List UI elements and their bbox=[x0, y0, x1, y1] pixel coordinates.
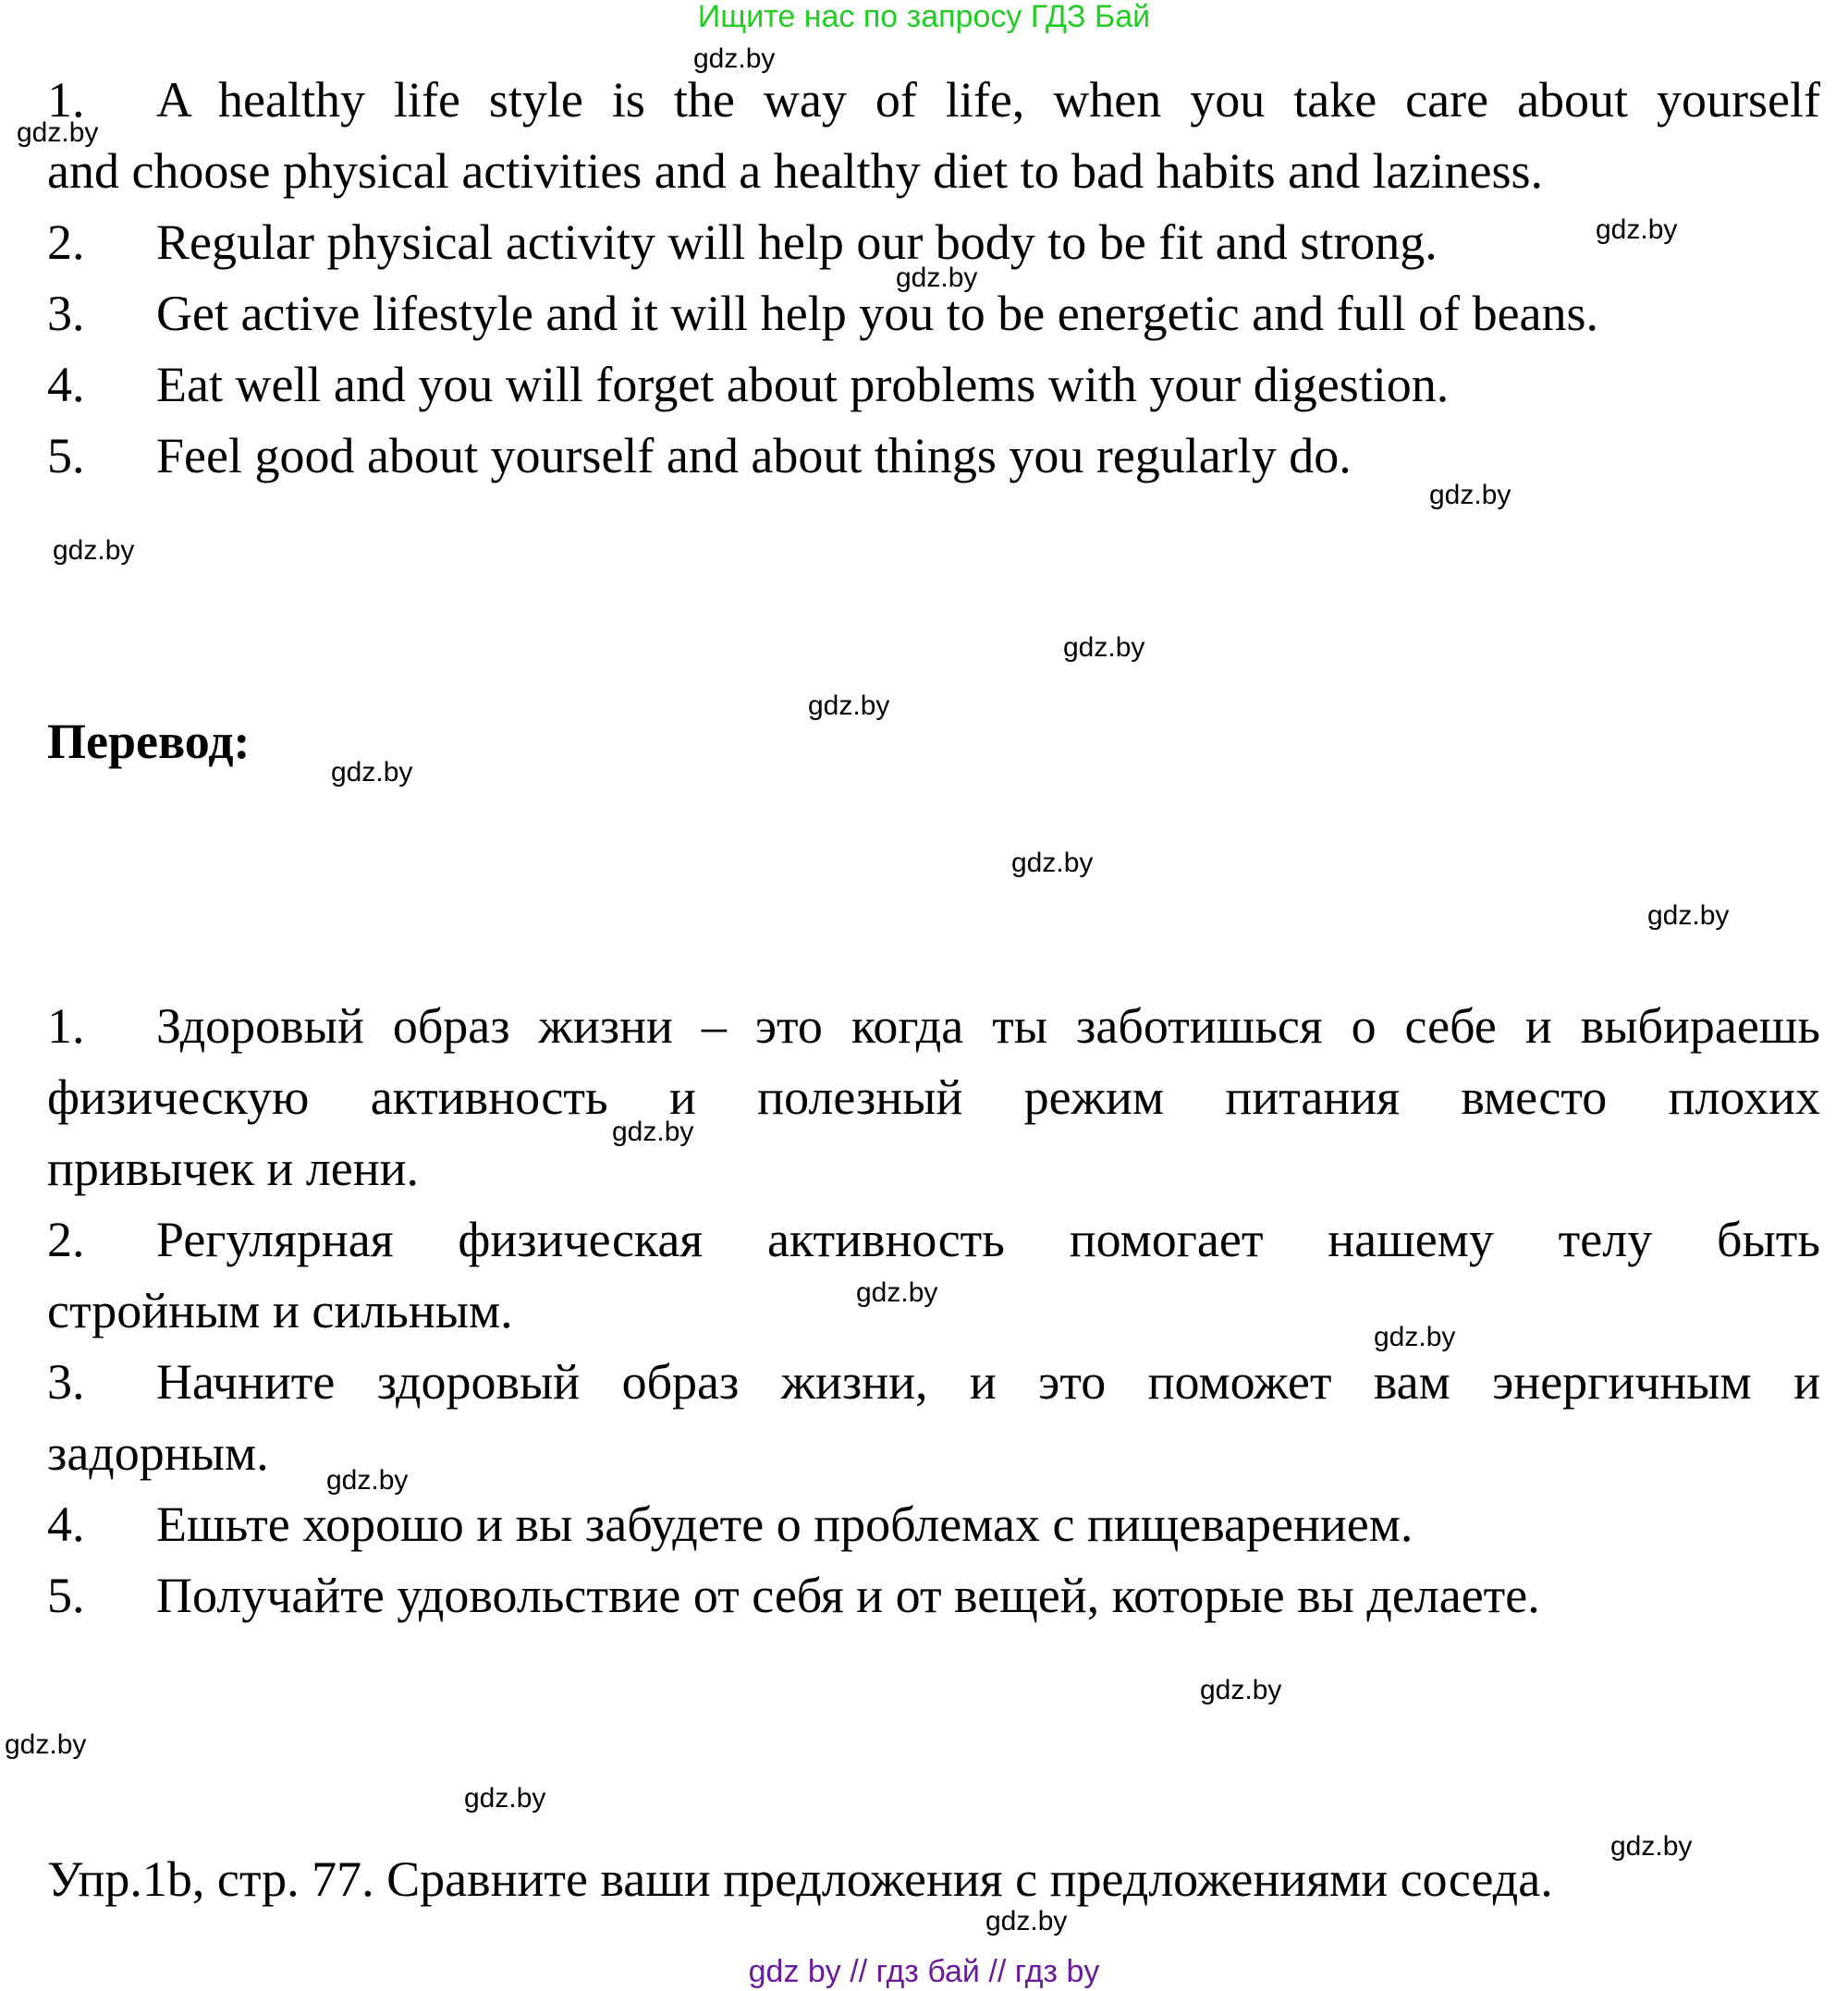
watermark: gdz.by bbox=[1610, 1831, 1693, 1862]
watermark: gdz.by bbox=[53, 535, 135, 566]
translation-heading: Перевод: bbox=[47, 714, 251, 769]
english-item-5: 5. Feel good about yourself and about things you regularly do. bbox=[47, 428, 1352, 483]
watermark: gdz.by bbox=[5, 1729, 87, 1760]
watermark: gdz.by bbox=[1200, 1675, 1282, 1705]
watermark: gdz.by bbox=[1429, 480, 1511, 510]
watermark: gdz.by bbox=[326, 1465, 409, 1496]
watermark: gdz.by bbox=[1374, 1322, 1456, 1352]
english-item-1-line-2: and choose physical activities and a healthy diet to bad habits and laziness. bbox=[47, 143, 1544, 199]
exercise-line: Упр.1b, стр. 77. Сравните ваши предложения с предложениями соседа. bbox=[47, 1851, 1553, 1907]
item-number: 1. bbox=[47, 998, 85, 1054]
watermark: gdz.by bbox=[1063, 632, 1145, 663]
item-number: 1. bbox=[47, 72, 85, 128]
watermark: gdz.by bbox=[17, 117, 99, 148]
russian-item-1-line-3: привычек и лени. bbox=[47, 1141, 420, 1196]
english-item-1-line-1: 1. A healthy life style is the way of life, when you take care about yourself bbox=[47, 72, 1820, 128]
bottom-banner: gdz by // гдз бай // гдз by bbox=[748, 1954, 1100, 1989]
watermark: gdz.by bbox=[464, 1783, 546, 1814]
english-item-3: 3. Get active lifestyle and it will help you to be energetic and full of beans. bbox=[47, 286, 1599, 341]
watermark: gdz.by bbox=[808, 690, 890, 721]
watermark: gdz.by bbox=[985, 1906, 1068, 1936]
english-item-4: 4. Eat well and you will forget about problems with your digestion. bbox=[47, 357, 1450, 412]
russian-item-2-line-2: стройным и сильным. bbox=[47, 1283, 513, 1338]
watermark: gdz.by bbox=[896, 263, 978, 293]
watermark: gdz.by bbox=[1647, 900, 1730, 931]
russian-item-1-line-1: 1. Здоровый образ жизни – это когда ты заботишься о себе и выбираешь bbox=[47, 998, 1820, 1054]
watermark: gdz.by bbox=[693, 43, 776, 74]
russian-item-5: 5. Получайте удовольствие от себя и от вещей, которые вы делаете. bbox=[47, 1568, 1540, 1623]
item-number: 3. bbox=[47, 1354, 85, 1410]
item-number: 5. bbox=[47, 428, 85, 483]
watermark: gdz.by bbox=[331, 757, 413, 788]
english-item-2: 2. Regular physical activity will help our body to be fit and strong. bbox=[47, 214, 1438, 270]
watermark: gdz.by bbox=[856, 1277, 938, 1308]
watermark: gdz.by bbox=[612, 1117, 694, 1147]
item-number: 5. bbox=[47, 1568, 85, 1623]
russian-item-1-line-2: физическую активность и полезный режим питания вместо плохих bbox=[47, 1069, 1820, 1125]
item-number: 2. bbox=[47, 214, 85, 270]
russian-item-3-line-1: 3. Начните здоровый образ жизни, и это поможет вам энергичным и bbox=[47, 1354, 1820, 1410]
watermark: gdz.by bbox=[1011, 848, 1094, 878]
watermark: gdz.by bbox=[1596, 214, 1678, 245]
russian-item-4: 4. Ешьте хорошо и вы забудете о проблемах с пищеварением. bbox=[47, 1496, 1414, 1552]
item-number: 4. bbox=[47, 357, 85, 412]
russian-item-2-line-1: 2. Регулярная физическая активность помогает нашему телу быть bbox=[47, 1212, 1820, 1267]
item-number: 3. bbox=[47, 286, 85, 341]
russian-item-3-line-2: задорным. bbox=[47, 1425, 269, 1481]
item-number: 2. bbox=[47, 1212, 85, 1267]
top-banner: Ищите нас по запросу ГДЗ Бай bbox=[697, 0, 1151, 34]
item-number: 4. bbox=[47, 1496, 85, 1552]
